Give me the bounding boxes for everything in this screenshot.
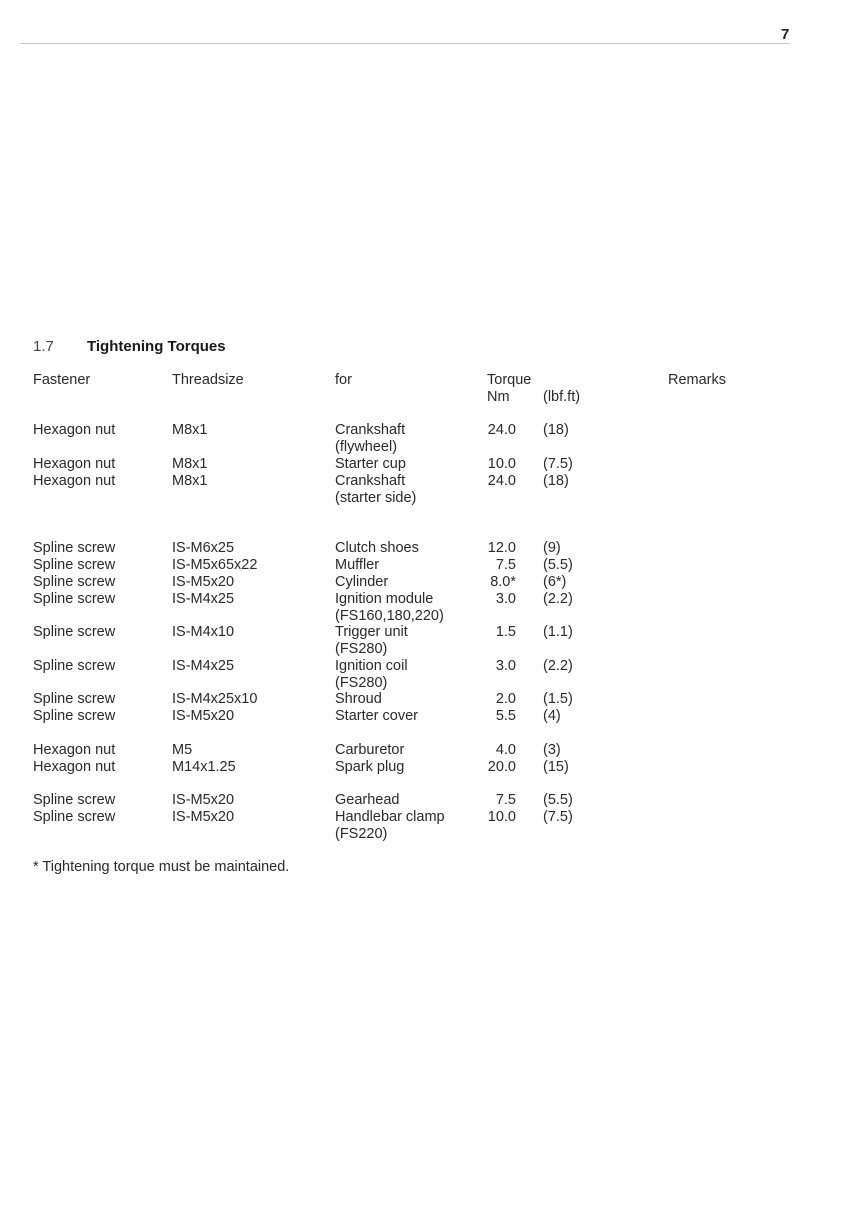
- cell-fastener: Spline screw: [33, 809, 116, 825]
- cell-fastener: Spline screw: [33, 574, 116, 590]
- cell-thread-size: IS-M5x20: [172, 708, 235, 724]
- header-lbf-ft: (lbf.ft): [543, 389, 581, 405]
- cell-fastener: Spline screw: [33, 557, 116, 573]
- cell-for: Gearhead: [335, 792, 400, 808]
- cell-for-detail: (starter side): [335, 490, 417, 506]
- cell-for: Ignition coil: [335, 658, 408, 674]
- header-remarks: Remarks: [668, 372, 727, 388]
- cell-torque-lbf-ft: (18): [543, 473, 569, 489]
- cell-for: Clutch shoes: [335, 540, 419, 556]
- cell-fastener: Hexagon nut: [33, 759, 116, 775]
- cell-thread-size: IS-M5x20: [172, 792, 235, 808]
- cell-torque-nm: 20.0: [487, 759, 516, 775]
- cell-torque-nm: 7.5: [495, 792, 516, 808]
- cell-for: Handlebar clamp: [335, 809, 445, 825]
- cell-for-detail: (FS280): [335, 641, 388, 657]
- cell-thread-size: M5: [172, 742, 193, 758]
- cell-torque-nm: 3.0: [495, 658, 516, 674]
- cell-for: Ignition module: [335, 591, 434, 607]
- cell-torque-nm: 24.0: [487, 473, 516, 489]
- cell-thread-size: IS-M6x25: [172, 540, 235, 556]
- cell-torque-nm: 1.5: [495, 624, 516, 640]
- cell-torque-lbf-ft: (6*): [543, 574, 567, 590]
- cell-torque-lbf-ft: (7.5): [543, 809, 573, 825]
- cell-torque-nm: 10.0: [487, 809, 516, 825]
- cell-for: Shroud: [335, 691, 382, 707]
- page-number: 7: [781, 26, 790, 43]
- cell-torque-lbf-ft: (7.5): [543, 456, 573, 472]
- cell-thread-size: IS-M5x65x22: [172, 557, 258, 573]
- cell-fastener: Spline screw: [33, 540, 116, 556]
- cell-for: Muffler: [335, 557, 380, 573]
- header-torque: Torque: [487, 372, 532, 388]
- cell-thread-size: IS-M4x10: [172, 624, 235, 640]
- cell-for: Carburetor: [335, 742, 405, 758]
- cell-thread-size: IS-M4x25x10: [172, 691, 258, 707]
- cell-fastener: Hexagon nut: [33, 456, 116, 472]
- cell-thread-size: M14x1.25: [172, 759, 236, 775]
- cell-thread-size: IS-M5x20: [172, 809, 235, 825]
- header-rule: [20, 43, 790, 44]
- cell-torque-nm: 12.0: [487, 540, 516, 556]
- cell-torque-lbf-ft: (18): [543, 422, 569, 438]
- cell-fastener: Spline screw: [33, 624, 116, 640]
- cell-torque-nm: 7.5: [495, 557, 516, 573]
- cell-for: Starter cup: [335, 456, 406, 472]
- cell-for: Crankshaft: [335, 473, 406, 489]
- header-nm: Nm: [487, 389, 510, 405]
- cell-for-detail: (FS220): [335, 826, 388, 842]
- cell-fastener: Hexagon nut: [33, 742, 116, 758]
- header-thread-size: Threadsize: [172, 372, 244, 388]
- cell-torque-nm: 3.0: [495, 591, 516, 607]
- cell-for-detail: (FS160,180,220): [335, 608, 444, 624]
- cell-torque-lbf-ft: (2.2): [543, 658, 573, 674]
- cell-torque-nm: 5.5: [495, 708, 516, 724]
- cell-for: Spark plug: [335, 759, 405, 775]
- cell-for-detail: (FS280): [335, 675, 388, 691]
- header-fastener: Fastener: [33, 372, 91, 388]
- cell-torque-nm: 8.0*: [490, 574, 516, 590]
- header-for: for: [335, 372, 352, 388]
- cell-fastener: Spline screw: [33, 708, 116, 724]
- cell-torque-lbf-ft: (1.1): [543, 624, 573, 640]
- cell-thread-size: IS-M4x25: [172, 591, 235, 607]
- footnote: * Tightening torque must be maintained.: [33, 859, 290, 875]
- section-title: Tightening Torques: [87, 338, 226, 355]
- cell-fastener: Hexagon nut: [33, 422, 116, 438]
- cell-torque-nm: 2.0: [495, 691, 516, 707]
- cell-thread-size: IS-M4x25: [172, 658, 235, 674]
- section-number: 1.7: [33, 338, 54, 355]
- cell-thread-size: M8x1: [172, 422, 208, 438]
- cell-fastener: Spline screw: [33, 591, 116, 607]
- cell-torque-lbf-ft: (4): [543, 708, 561, 724]
- cell-torque-lbf-ft: (15): [543, 759, 569, 775]
- cell-torque-lbf-ft: (5.5): [543, 792, 573, 808]
- cell-for: Starter cover: [335, 708, 418, 724]
- cell-for: Trigger unit: [335, 624, 408, 640]
- cell-for-detail: (flywheel): [335, 439, 398, 455]
- cell-fastener: Spline screw: [33, 792, 116, 808]
- cell-torque-lbf-ft: (1.5): [543, 691, 573, 707]
- cell-fastener: Spline screw: [33, 691, 116, 707]
- cell-thread-size: IS-M5x20: [172, 574, 235, 590]
- cell-for: Crankshaft: [335, 422, 406, 438]
- cell-fastener: Hexagon nut: [33, 473, 116, 489]
- cell-thread-size: M8x1: [172, 473, 208, 489]
- cell-torque-nm: 24.0: [487, 422, 516, 438]
- cell-torque-lbf-ft: (5.5): [543, 557, 573, 573]
- cell-torque-nm: 10.0: [487, 456, 516, 472]
- cell-thread-size: M8x1: [172, 456, 208, 472]
- cell-fastener: Spline screw: [33, 658, 116, 674]
- cell-torque-lbf-ft: (9): [543, 540, 561, 556]
- cell-for: Cylinder: [335, 574, 389, 590]
- cell-torque-nm: 4.0: [495, 742, 516, 758]
- cell-torque-lbf-ft: (2.2): [543, 591, 573, 607]
- cell-torque-lbf-ft: (3): [543, 742, 561, 758]
